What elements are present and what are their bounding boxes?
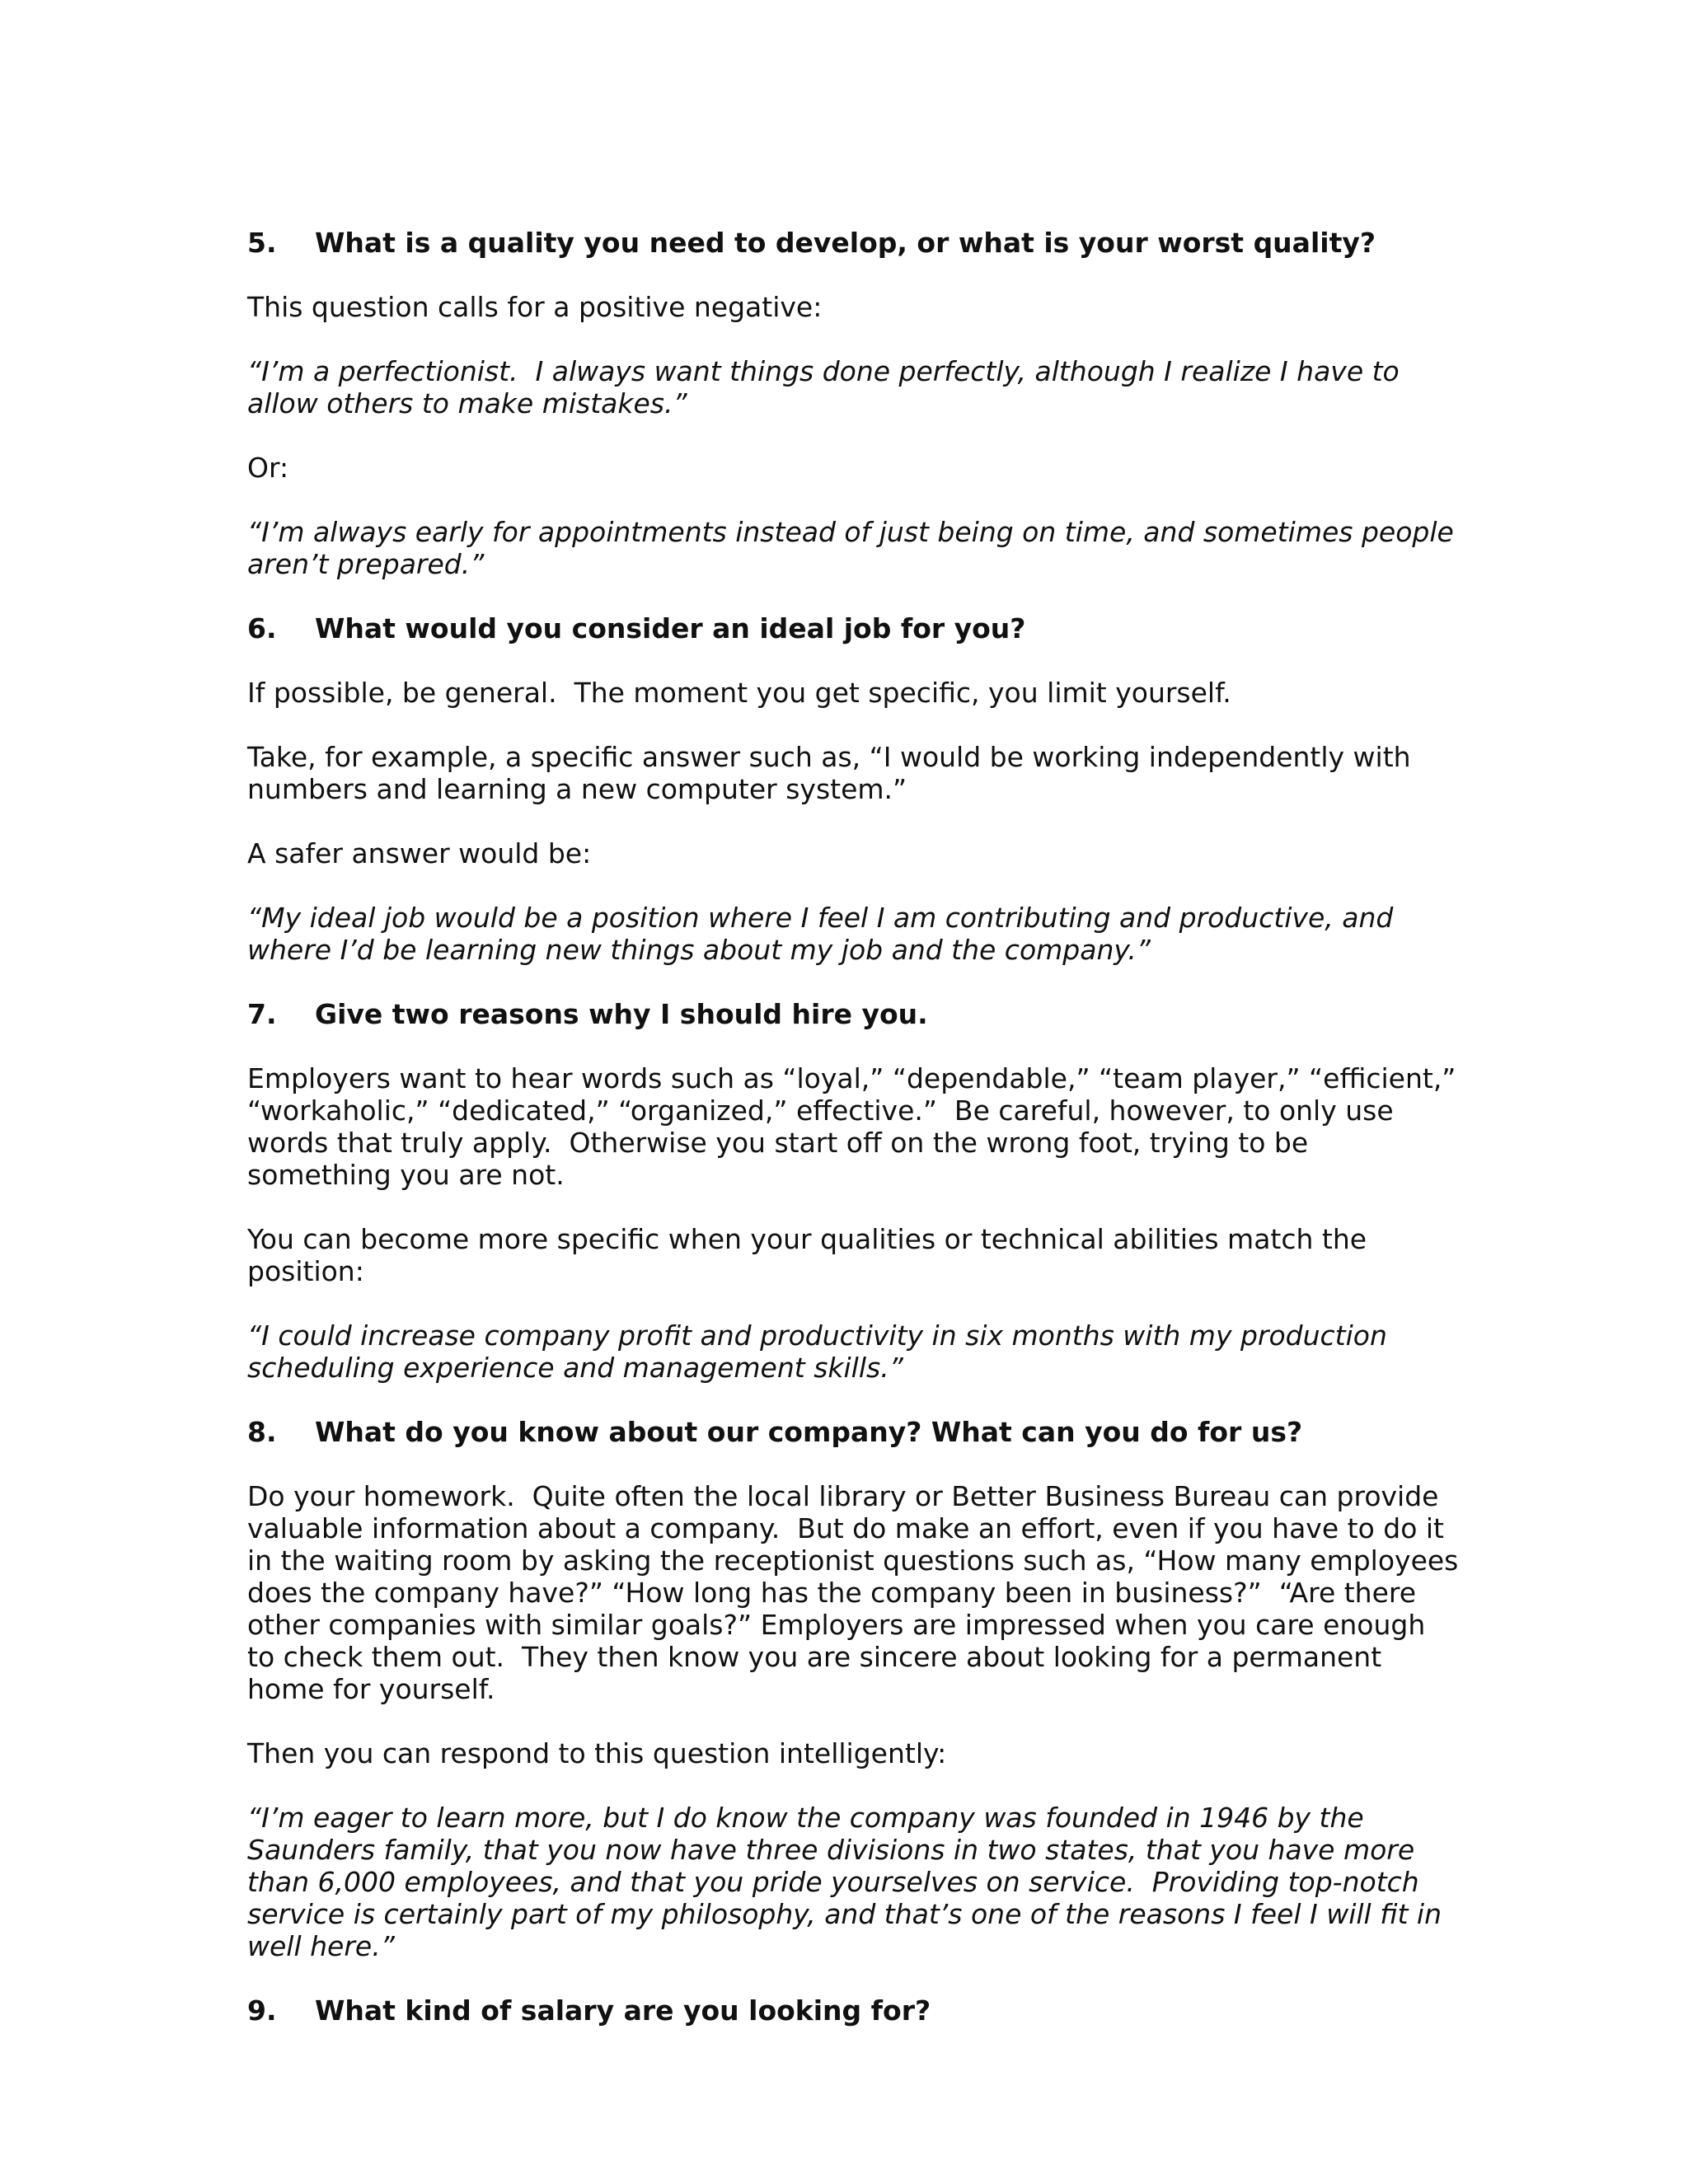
- paragraph: If possible, be general. The moment you get specific, you limit yourself.: [247, 677, 1231, 709]
- question-number: 9.: [247, 1994, 277, 2027]
- question-heading-5: [247, 227, 1459, 259]
- example-answer: “I could increase company profit and productivity in six months with my production scheduling experience and management skills.”: [247, 1319, 1396, 1384]
- question-number: 5.: [247, 227, 277, 259]
- question-number: 8.: [247, 1416, 277, 1448]
- question-text: Give two reasons why I should hire you.: [315, 998, 928, 1030]
- question-heading-9: [247, 1994, 1459, 2027]
- question-text: What do you know about our company? What can you do for us?: [315, 1416, 1303, 1448]
- example-answer: “I’m always early for appointments instead of just being on time, and sometimes people aren’t prepared.”: [247, 516, 1463, 580]
- question-text: What kind of salary are you looking for?: [315, 1994, 931, 2027]
- example-answer: “I’m a perfectionist. I always want things done perfectly, although I realize I have to allow others to make mistakes.”: [247, 355, 1409, 419]
- paragraph: Then you can respond to this question intelligently:: [247, 1737, 947, 1769]
- paragraph: Employers want to hear words such as “loyal,” “dependable,” “team player,” “efficient,” “workaholic,” “dedicated,” “organized,” effective.” Be careful, however, to only use words that truly apply. Otherwise you start off on the wrong foot, trying to be something you are not.: [247, 1062, 1465, 1191]
- paragraph: You can become more specific when your qualities or technical abilities match the position:: [247, 1223, 1376, 1287]
- question-heading-6: [247, 612, 1459, 644]
- example-answer: “My ideal job would be a position where I feel I am contributing and productive, and where I’d be learning new things about my job and the company.”: [247, 902, 1402, 966]
- document-body: [247, 227, 1467, 2059]
- paragraph: Do your homework. Quite often the local library or Better Business Bureau can provide valuable information about a company. But do make an effort, even if you have to do it in the waiting room by asking the receptionist questions such as, “How many employees does the company have?” “How long has the company been in business?” “Are there other companies with similar goals?” Employers are impressed when you care enough to check them out. They then know you are sincere about looking for a permanent home for yourself.: [247, 1480, 1467, 1705]
- question-heading-7: [247, 998, 1459, 1030]
- paragraph: Take, for example, a specific answer such as, “I would be working independently with numbers and learning a new computer system.”: [247, 741, 1420, 805]
- question-text: What is a quality you need to develop, or what is your worst quality?: [315, 227, 1376, 259]
- paragraph: A safer answer would be:: [247, 837, 592, 869]
- example-answer: “I’m eager to learn more, but I do know the company was founded in 1946 by the Saunders family, that you now have three divisions in two states, that you have more than 6,000 employees, and that you pride yourselves on service. Providing top-notch service is certainly part of my philosophy, and that’s one of the reasons I feel I will fit in well here.”: [247, 1802, 1451, 1962]
- paragraph: Or:: [247, 452, 289, 484]
- question-number: 7.: [247, 998, 277, 1030]
- paragraph: This question calls for a positive negative:: [247, 291, 823, 323]
- question-text: What would you consider an ideal job for you?: [315, 612, 1026, 644]
- question-heading-8: [247, 1416, 1459, 1448]
- question-number: 6.: [247, 612, 277, 644]
